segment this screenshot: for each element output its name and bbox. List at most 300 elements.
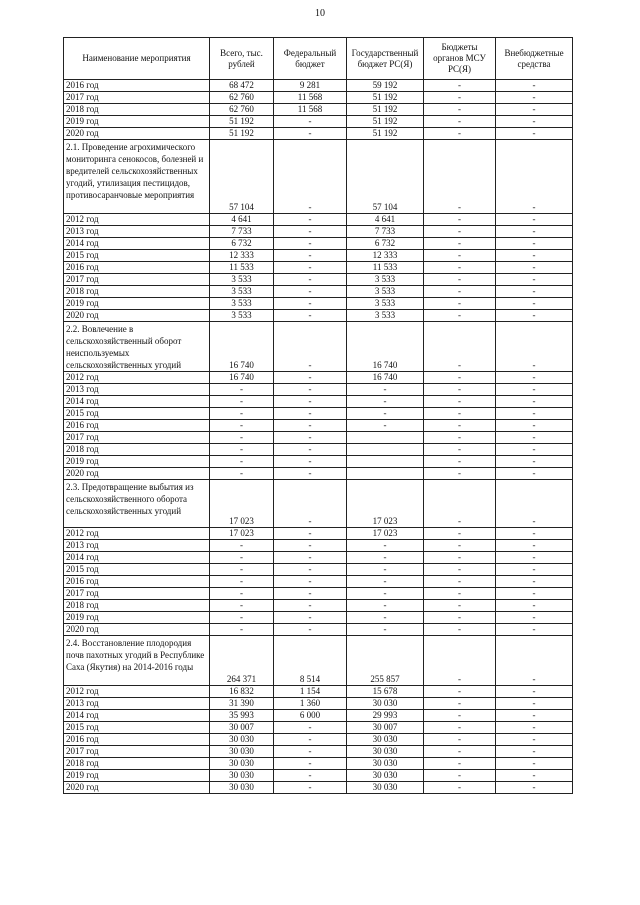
cell-state: 17 023 (347, 480, 424, 528)
cell-name: 2018 год (64, 286, 210, 298)
cell-name: 2.4. Восстановление плодородия почв пахотных угодий в Республике Саха (Якутия) на 2014-2016 годы (64, 636, 210, 686)
cell-municipal: - (424, 722, 496, 734)
cell-federal: - (274, 612, 347, 624)
table-row (64, 372, 573, 384)
section-row (64, 140, 573, 214)
cell-total: 6 732 (210, 238, 274, 250)
table-row (64, 576, 573, 588)
cell-total: - (210, 588, 274, 600)
cell-name: 2018 год (64, 600, 210, 612)
cell-state: 51 192 (347, 128, 424, 140)
cell-extra: - (496, 238, 573, 250)
cell-municipal: - (424, 564, 496, 576)
cell-municipal: - (424, 116, 496, 128)
cell-name: 2016 год (64, 80, 210, 92)
cell-state: 3 533 (347, 274, 424, 286)
cell-total: 7 733 (210, 226, 274, 238)
table-row (64, 782, 573, 794)
cell-state: - (347, 396, 424, 408)
cell-state: - (347, 540, 424, 552)
cell-federal: - (274, 782, 347, 794)
cell-municipal: - (424, 262, 496, 274)
cell-total: 16 740 (210, 372, 274, 384)
cell-extra: - (496, 80, 573, 92)
cell-state: 30 030 (347, 782, 424, 794)
cell-federal: 6 000 (274, 710, 347, 722)
cell-federal: - (274, 238, 347, 250)
cell-municipal: - (424, 286, 496, 298)
cell-state (347, 432, 424, 444)
table-header-row (64, 38, 573, 80)
cell-state: 6 732 (347, 238, 424, 250)
cell-name: 2018 год (64, 104, 210, 116)
cell-state: 16 740 (347, 372, 424, 384)
cell-name: 2013 год (64, 698, 210, 710)
cell-name: 2015 год (64, 250, 210, 262)
cell-total: 30 030 (210, 746, 274, 758)
cell-extra: - (496, 576, 573, 588)
cell-extra: - (496, 262, 573, 274)
cell-name: 2014 год (64, 396, 210, 408)
table-row (64, 552, 573, 564)
table-row (64, 432, 573, 444)
cell-extra: - (496, 528, 573, 540)
cell-state: 59 192 (347, 80, 424, 92)
cell-name: 2019 год (64, 116, 210, 128)
cell-state: 4 641 (347, 214, 424, 226)
cell-federal: - (274, 600, 347, 612)
cell-federal: - (274, 322, 347, 372)
cell-state: 16 740 (347, 322, 424, 372)
table-row (64, 600, 573, 612)
cell-municipal: - (424, 698, 496, 710)
cell-extra: - (496, 686, 573, 698)
cell-total: 30 030 (210, 758, 274, 770)
cell-federal: - (274, 372, 347, 384)
cell-name: 2019 год (64, 456, 210, 468)
cell-extra: - (496, 420, 573, 432)
cell-municipal: - (424, 636, 496, 686)
header-extra: Внебюджетные средства (496, 38, 573, 80)
cell-municipal: - (424, 456, 496, 468)
cell-municipal: - (424, 758, 496, 770)
cell-name: 2014 год (64, 552, 210, 564)
cell-extra: - (496, 372, 573, 384)
section-row (64, 322, 573, 372)
cell-municipal: - (424, 310, 496, 322)
cell-state: 57 104 (347, 140, 424, 214)
cell-total: 51 192 (210, 116, 274, 128)
cell-extra: - (496, 612, 573, 624)
cell-name: 2013 год (64, 540, 210, 552)
cell-extra: - (496, 140, 573, 214)
cell-state: - (347, 552, 424, 564)
header-total: Всего, тыс. рублей (210, 38, 274, 80)
cell-state: 51 192 (347, 92, 424, 104)
cell-extra: - (496, 104, 573, 116)
cell-name: 2016 год (64, 734, 210, 746)
cell-extra: - (496, 128, 573, 140)
cell-municipal: - (424, 214, 496, 226)
cell-federal: - (274, 310, 347, 322)
cell-state: 255 857 (347, 636, 424, 686)
cell-municipal: - (424, 528, 496, 540)
page-number: 10 (315, 8, 325, 19)
cell-state: - (347, 588, 424, 600)
table-row (64, 396, 573, 408)
cell-extra: - (496, 636, 573, 686)
cell-name: 2.3. Предотвращение выбытия из сельскохозяйственного оборота сельскохозяйственных угодий (64, 480, 210, 528)
cell-name: 2020 год (64, 624, 210, 636)
section-row (64, 480, 573, 528)
cell-municipal: - (424, 540, 496, 552)
cell-extra: - (496, 552, 573, 564)
cell-municipal: - (424, 576, 496, 588)
cell-total: - (210, 420, 274, 432)
cell-federal: - (274, 140, 347, 214)
cell-extra: - (496, 92, 573, 104)
table-row (64, 612, 573, 624)
cell-total: 30 030 (210, 734, 274, 746)
cell-federal: - (274, 262, 347, 274)
cell-federal: - (274, 274, 347, 286)
cell-municipal: - (424, 104, 496, 116)
cell-total: 3 533 (210, 298, 274, 310)
cell-state: 15 678 (347, 686, 424, 698)
cell-federal: - (274, 250, 347, 262)
cell-state: - (347, 420, 424, 432)
table-row (64, 104, 573, 116)
cell-state: 30 030 (347, 746, 424, 758)
cell-federal: - (274, 226, 347, 238)
cell-municipal: - (424, 298, 496, 310)
cell-extra: - (496, 298, 573, 310)
cell-municipal: - (424, 384, 496, 396)
cell-name: 2018 год (64, 444, 210, 456)
cell-federal: 11 568 (274, 104, 347, 116)
cell-total: 35 993 (210, 710, 274, 722)
cell-name: 2015 год (64, 408, 210, 420)
cell-state: 51 192 (347, 104, 424, 116)
table-row (64, 384, 573, 396)
cell-state: 12 333 (347, 250, 424, 262)
cell-name: 2017 год (64, 588, 210, 600)
cell-federal: 8 514 (274, 636, 347, 686)
cell-municipal: - (424, 444, 496, 456)
cell-name: 2020 год (64, 128, 210, 140)
cell-municipal: - (424, 128, 496, 140)
cell-municipal: - (424, 372, 496, 384)
cell-federal: 1 360 (274, 698, 347, 710)
table-row (64, 624, 573, 636)
cell-total: 30 030 (210, 770, 274, 782)
cell-federal: - (274, 420, 347, 432)
cell-state: - (347, 624, 424, 636)
cell-name: 2019 год (64, 770, 210, 782)
cell-total: 16 740 (210, 322, 274, 372)
cell-extra: - (496, 116, 573, 128)
cell-extra: - (496, 782, 573, 794)
cell-name: 2.2. Вовлечение в сельскохозяйственный оборот неиспользуемых сельскохозяйственных угодий (64, 322, 210, 372)
cell-total: - (210, 468, 274, 480)
table-row (64, 468, 573, 480)
table-row (64, 420, 573, 432)
cell-extra: - (496, 396, 573, 408)
cell-municipal: - (424, 226, 496, 238)
cell-state (347, 444, 424, 456)
cell-total: - (210, 456, 274, 468)
cell-extra: - (496, 310, 573, 322)
cell-municipal: - (424, 612, 496, 624)
cell-municipal: - (424, 140, 496, 214)
cell-name: 2013 год (64, 226, 210, 238)
cell-federal: - (274, 480, 347, 528)
cell-total: - (210, 384, 274, 396)
cell-name: 2020 год (64, 310, 210, 322)
cell-federal: - (274, 588, 347, 600)
cell-name: 2.1. Проведение агрохимического мониторинга сенокосов, болезней и вредителей сельскохозяйственных угодий, утилизация пестицидов, противосаранчовые мероприятия (64, 140, 210, 214)
cell-municipal: - (424, 782, 496, 794)
cell-total: 264 371 (210, 636, 274, 686)
cell-name: 2015 год (64, 564, 210, 576)
cell-municipal: - (424, 322, 496, 372)
cell-state: - (347, 564, 424, 576)
cell-total: 17 023 (210, 528, 274, 540)
header-name: Наименование мероприятия (64, 38, 210, 80)
cell-municipal: - (424, 396, 496, 408)
cell-total: 3 533 (210, 310, 274, 322)
cell-federal: - (274, 758, 347, 770)
cell-federal: - (274, 456, 347, 468)
cell-total: - (210, 444, 274, 456)
table-row (64, 686, 573, 698)
cell-total: 17 023 (210, 480, 274, 528)
cell-state: - (347, 408, 424, 420)
cell-extra: - (496, 758, 573, 770)
table-row (64, 710, 573, 722)
cell-name: 2012 год (64, 372, 210, 384)
cell-federal: - (274, 286, 347, 298)
cell-extra: - (496, 564, 573, 576)
cell-state: - (347, 576, 424, 588)
cell-extra: - (496, 408, 573, 420)
table-row (64, 286, 573, 298)
cell-municipal: - (424, 238, 496, 250)
cell-name: 2013 год (64, 384, 210, 396)
cell-name: 2020 год (64, 468, 210, 480)
table-row (64, 80, 573, 92)
cell-state: 11 533 (347, 262, 424, 274)
cell-name: 2016 год (64, 262, 210, 274)
cell-name: 2012 год (64, 214, 210, 226)
cell-federal: 9 281 (274, 80, 347, 92)
table-row (64, 734, 573, 746)
cell-total: 51 192 (210, 128, 274, 140)
table-row (64, 408, 573, 420)
table-row (64, 92, 573, 104)
cell-federal: - (274, 128, 347, 140)
cell-municipal: - (424, 408, 496, 420)
cell-municipal: - (424, 746, 496, 758)
cell-municipal: - (424, 468, 496, 480)
section-row (64, 636, 573, 686)
cell-state: 30 007 (347, 722, 424, 734)
cell-federal: - (274, 298, 347, 310)
cell-name: 2012 год (64, 528, 210, 540)
cell-total: - (210, 396, 274, 408)
cell-extra: - (496, 770, 573, 782)
cell-extra: - (496, 698, 573, 710)
cell-name: 2019 год (64, 298, 210, 310)
table-row (64, 770, 573, 782)
cell-name: 2017 год (64, 92, 210, 104)
cell-federal: - (274, 540, 347, 552)
cell-federal: - (274, 528, 347, 540)
cell-name: 2020 год (64, 782, 210, 794)
cell-federal: - (274, 432, 347, 444)
cell-federal: 1 154 (274, 686, 347, 698)
cell-extra: - (496, 250, 573, 262)
cell-federal: - (274, 444, 347, 456)
cell-state: 30 030 (347, 770, 424, 782)
cell-municipal: - (424, 480, 496, 528)
cell-federal: - (274, 770, 347, 782)
cell-total: - (210, 432, 274, 444)
cell-total: 4 641 (210, 214, 274, 226)
cell-total: 16 832 (210, 686, 274, 698)
table-row (64, 250, 573, 262)
cell-municipal: - (424, 770, 496, 782)
cell-extra: - (496, 456, 573, 468)
table-row (64, 274, 573, 286)
header-state: Государственный бюджет РС(Я) (347, 38, 424, 80)
cell-municipal: - (424, 552, 496, 564)
table-row (64, 528, 573, 540)
table-row (64, 128, 573, 140)
cell-municipal: - (424, 624, 496, 636)
cell-state: 30 030 (347, 734, 424, 746)
cell-total: 62 760 (210, 104, 274, 116)
cell-total: - (210, 624, 274, 636)
cell-federal: - (274, 576, 347, 588)
header-municipal: Бюджеты органов МСУ РС(Я) (424, 38, 496, 80)
cell-total: - (210, 552, 274, 564)
cell-total: - (210, 576, 274, 588)
cell-federal: - (274, 214, 347, 226)
cell-total: 62 760 (210, 92, 274, 104)
cell-extra: - (496, 226, 573, 238)
cell-total: - (210, 540, 274, 552)
cell-federal: - (274, 116, 347, 128)
cell-state: 30 030 (347, 698, 424, 710)
cell-total: 3 533 (210, 286, 274, 298)
cell-extra: - (496, 734, 573, 746)
cell-extra: - (496, 384, 573, 396)
table-row (64, 746, 573, 758)
cell-total: - (210, 408, 274, 420)
table-row (64, 540, 573, 552)
header-federal: Федеральный бюджет (274, 38, 347, 80)
cell-total: 57 104 (210, 140, 274, 214)
cell-federal: - (274, 734, 347, 746)
cell-municipal: - (424, 710, 496, 722)
cell-extra: - (496, 624, 573, 636)
cell-municipal: - (424, 686, 496, 698)
cell-extra: - (496, 588, 573, 600)
cell-extra: - (496, 480, 573, 528)
cell-state: 29 993 (347, 710, 424, 722)
cell-state: 17 023 (347, 528, 424, 540)
table-row (64, 444, 573, 456)
cell-municipal: - (424, 250, 496, 262)
cell-federal: - (274, 624, 347, 636)
table-row (64, 310, 573, 322)
cell-state (347, 456, 424, 468)
cell-extra: - (496, 322, 573, 372)
cell-total: 68 472 (210, 80, 274, 92)
cell-name: 2012 год (64, 686, 210, 698)
cell-total: 31 390 (210, 698, 274, 710)
cell-state: - (347, 384, 424, 396)
cell-extra: - (496, 444, 573, 456)
cell-municipal: - (424, 600, 496, 612)
cell-state: - (347, 600, 424, 612)
cell-total: - (210, 600, 274, 612)
cell-total: 3 533 (210, 274, 274, 286)
cell-municipal: - (424, 432, 496, 444)
cell-state: 51 192 (347, 116, 424, 128)
cell-extra: - (496, 722, 573, 734)
cell-state: - (347, 612, 424, 624)
cell-state: 7 733 (347, 226, 424, 238)
cell-name: 2014 год (64, 710, 210, 722)
table-row (64, 238, 573, 250)
cell-municipal: - (424, 80, 496, 92)
table-row (64, 722, 573, 734)
table-row (64, 564, 573, 576)
cell-state: 30 030 (347, 758, 424, 770)
cell-name: 2019 год (64, 612, 210, 624)
cell-name: 2017 год (64, 432, 210, 444)
cell-name: 2014 год (64, 238, 210, 250)
cell-extra: - (496, 600, 573, 612)
cell-municipal: - (424, 274, 496, 286)
cell-total: - (210, 564, 274, 576)
table-row (64, 298, 573, 310)
budget-table (63, 37, 573, 794)
table-row (64, 758, 573, 770)
cell-name: 2016 год (64, 420, 210, 432)
table-row (64, 588, 573, 600)
cell-municipal: - (424, 92, 496, 104)
cell-federal: - (274, 384, 347, 396)
cell-federal: - (274, 396, 347, 408)
cell-state: 3 533 (347, 310, 424, 322)
cell-name: 2015 год (64, 722, 210, 734)
table-row (64, 226, 573, 238)
cell-total: 30 007 (210, 722, 274, 734)
cell-municipal: - (424, 734, 496, 746)
cell-total: 12 333 (210, 250, 274, 262)
cell-federal: - (274, 552, 347, 564)
cell-federal: - (274, 408, 347, 420)
cell-extra: - (496, 746, 573, 758)
cell-state: 3 533 (347, 286, 424, 298)
table-row (64, 262, 573, 274)
cell-extra: - (496, 286, 573, 298)
cell-federal: - (274, 468, 347, 480)
cell-state (347, 468, 424, 480)
